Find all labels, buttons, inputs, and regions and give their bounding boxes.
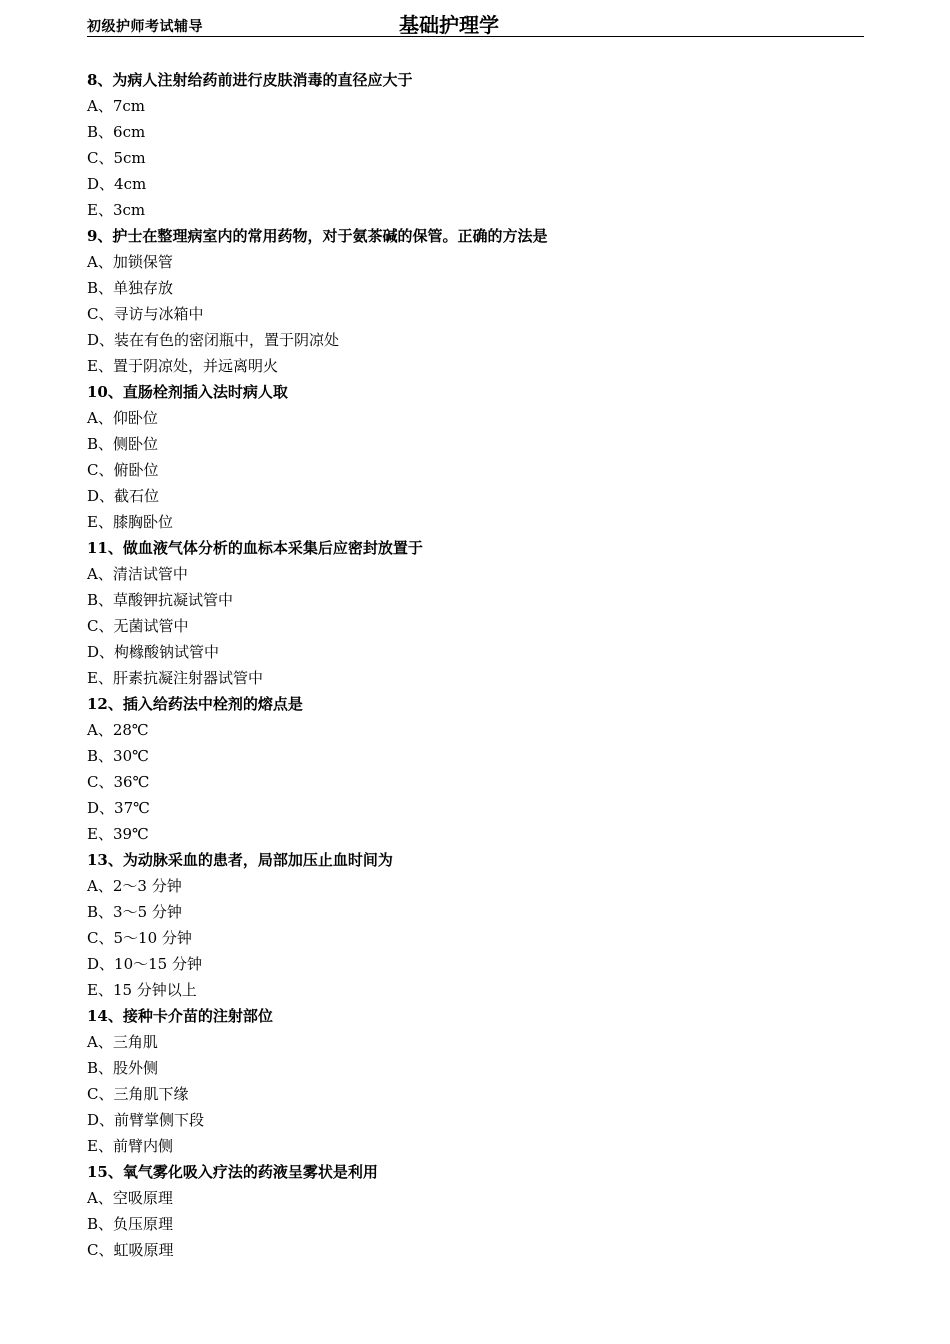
option-a: A、清洁试管中 [87, 565, 188, 583]
question-block [87, 847, 864, 1003]
question-title: 14、接种卡介苗的注射部位 [87, 1007, 273, 1025]
question-list [87, 67, 864, 1263]
option-b: B、侧卧位 [87, 435, 159, 453]
header-subject-title: 基础护理学 [399, 13, 499, 37]
option-a: A、加锁保管 [87, 253, 173, 271]
option-b: B、单独存放 [87, 279, 174, 297]
option-c: C、俯卧位 [87, 461, 159, 479]
option-c: C、无菌试管中 [87, 617, 189, 635]
option-d: D、前臂掌侧下段 [87, 1111, 205, 1129]
option-d: D、枸橼酸钠试管中 [87, 643, 220, 661]
question-block [87, 535, 864, 691]
option-c: C、5～10 分钟 [87, 929, 192, 947]
question-block [87, 691, 864, 847]
option-e: E、肝素抗凝注射器试管中 [87, 669, 263, 687]
option-c: C、5cm [87, 149, 146, 167]
option-c: C、36℃ [87, 773, 150, 791]
option-e: E、膝胸卧位 [87, 513, 173, 531]
option-b: B、股外侧 [87, 1059, 159, 1077]
option-a: A、2～3 分钟 [87, 877, 182, 895]
option-b: B、草酸钾抗凝试管中 [87, 591, 234, 609]
question-block [87, 379, 864, 535]
option-e: E、前臂内侧 [87, 1137, 173, 1155]
option-d: D、装在有色的密闭瓶中，置于阴凉处 [87, 331, 340, 349]
question-title: 15、氧气雾化吸入疗法的药液呈雾状是利用 [87, 1163, 378, 1181]
question-title: 11、做血液气体分析的血标本采集后应密封放置于 [87, 539, 423, 557]
option-e: E、3cm [87, 201, 146, 219]
option-d: D、37℃ [87, 799, 150, 817]
question-block [87, 223, 864, 379]
option-d: D、截石位 [87, 487, 160, 505]
question-title: 8、为病人注射给药前进行皮肤消毒的直径应大于 [87, 71, 413, 89]
option-e: E、置于阴凉处，并远离明火 [87, 357, 278, 375]
option-c: C、虹吸原理 [87, 1241, 174, 1259]
option-e: E、39℃ [87, 825, 149, 843]
option-d: D、10～15 分钟 [87, 955, 202, 973]
question-title: 9、护士在整理病室内的常用药物，对于氨茶碱的保管。正确的方法是 [87, 227, 548, 245]
header-course-title: 初级护师考试辅导 [87, 19, 203, 35]
option-b: B、负压原理 [87, 1215, 174, 1233]
option-a: A、7cm [87, 97, 146, 115]
question-block [87, 1003, 864, 1159]
question-title: 13、为动脉采血的患者，局部加压止血时间为 [87, 851, 393, 869]
page-header [87, 8, 864, 37]
question-block [87, 67, 864, 223]
option-c: C、寻访与冰箱中 [87, 305, 204, 323]
question-title: 10、直肠栓剂插入法时病人取 [87, 383, 288, 401]
option-a: A、空吸原理 [87, 1189, 173, 1207]
option-a: A、三角肌 [87, 1033, 158, 1051]
option-c: C、三角肌下缘 [87, 1085, 189, 1103]
option-a: A、仰卧位 [87, 409, 158, 427]
question-block [87, 1159, 864, 1263]
option-e: E、15 分钟以上 [87, 981, 197, 999]
option-b: B、6cm [87, 123, 146, 141]
option-a: A、28℃ [87, 721, 149, 739]
question-title: 12、插入给药法中栓剂的熔点是 [87, 695, 303, 713]
option-d: D、4cm [87, 175, 147, 193]
option-b: B、30℃ [87, 747, 149, 765]
option-b: B、3～5 分钟 [87, 903, 182, 921]
